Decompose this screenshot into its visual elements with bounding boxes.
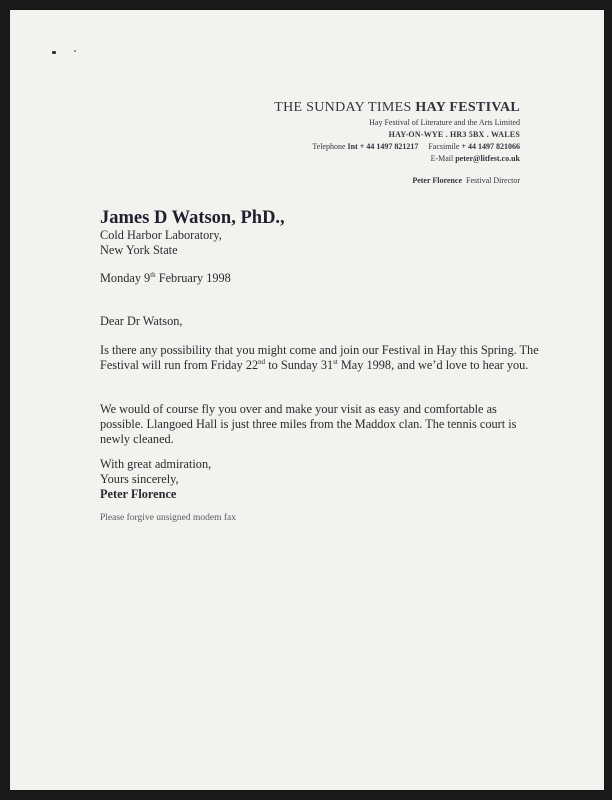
recipient-address bbox=[100, 228, 222, 258]
director-name: Peter Florence bbox=[412, 176, 463, 185]
letterhead-title-plain: THE SUNDAY TIMES bbox=[274, 100, 416, 115]
para1-text: May 1998, and we’d love to hear you. bbox=[337, 358, 529, 372]
para1-sup: st bbox=[333, 358, 338, 366]
para1-text: Is there any possibility that you might come and join our Festival in Hay this Spring. The Festival will run from Friday 22 bbox=[100, 343, 539, 372]
letterhead-org: Hay Festival of Literature and the Arts Limited bbox=[369, 118, 520, 127]
letterhead-address: HAY-ON-WYE . HR3 5BX . WALES bbox=[388, 130, 520, 139]
recipient-name: James D Watson, PhD., bbox=[100, 208, 285, 228]
speck bbox=[52, 51, 56, 54]
speck bbox=[74, 50, 76, 52]
tel-label: Telephone bbox=[312, 142, 348, 151]
para1-sup: nd bbox=[258, 358, 266, 366]
date-rest: February 1998 bbox=[155, 271, 231, 285]
letter-date bbox=[100, 271, 231, 286]
paragraph-invitation bbox=[100, 343, 540, 373]
para1-text: to Sunday 31 bbox=[265, 358, 334, 372]
paragraph-travel: We would of course fly you over and make your visit as easy and comfortable as possible. Llangoed Hall is just three miles from the Maddox clan. The tennis court is newly cleaned. bbox=[100, 402, 517, 446]
recipient-address-line: Cold Harbor Laboratory, bbox=[100, 228, 222, 242]
closing-line: With great admiration, bbox=[100, 457, 212, 471]
salutation: Dear Dr Watson, bbox=[100, 314, 183, 328]
director-title: Festival Director bbox=[462, 176, 520, 185]
letterhead-phone-fax bbox=[312, 141, 520, 152]
email-value: peter@litfest.co.uk bbox=[455, 154, 520, 163]
recipient-address-line: New York State bbox=[100, 243, 178, 257]
email-label: E-Mail bbox=[430, 154, 456, 163]
signer-name: Peter Florence bbox=[100, 487, 177, 501]
letterhead-director bbox=[412, 175, 520, 186]
fax-value: + 44 1497 821066 bbox=[461, 142, 520, 151]
tel-value: Int + 44 1497 821217 bbox=[347, 142, 419, 151]
letterhead-title bbox=[274, 100, 520, 116]
closing bbox=[100, 457, 211, 502]
date-suffix: th bbox=[150, 271, 156, 279]
fax-note: Please forgive unsigned modem fax bbox=[100, 513, 236, 523]
letterhead-email bbox=[431, 153, 520, 164]
closing-line: Yours sincerely, bbox=[100, 472, 179, 486]
fax-label: Facsimile bbox=[418, 142, 462, 151]
paper-specks bbox=[52, 50, 82, 56]
letterhead-title-bold: HAY FESTIVAL bbox=[415, 100, 520, 115]
date-day: Monday 9 bbox=[100, 271, 151, 285]
letter-page bbox=[10, 10, 604, 790]
